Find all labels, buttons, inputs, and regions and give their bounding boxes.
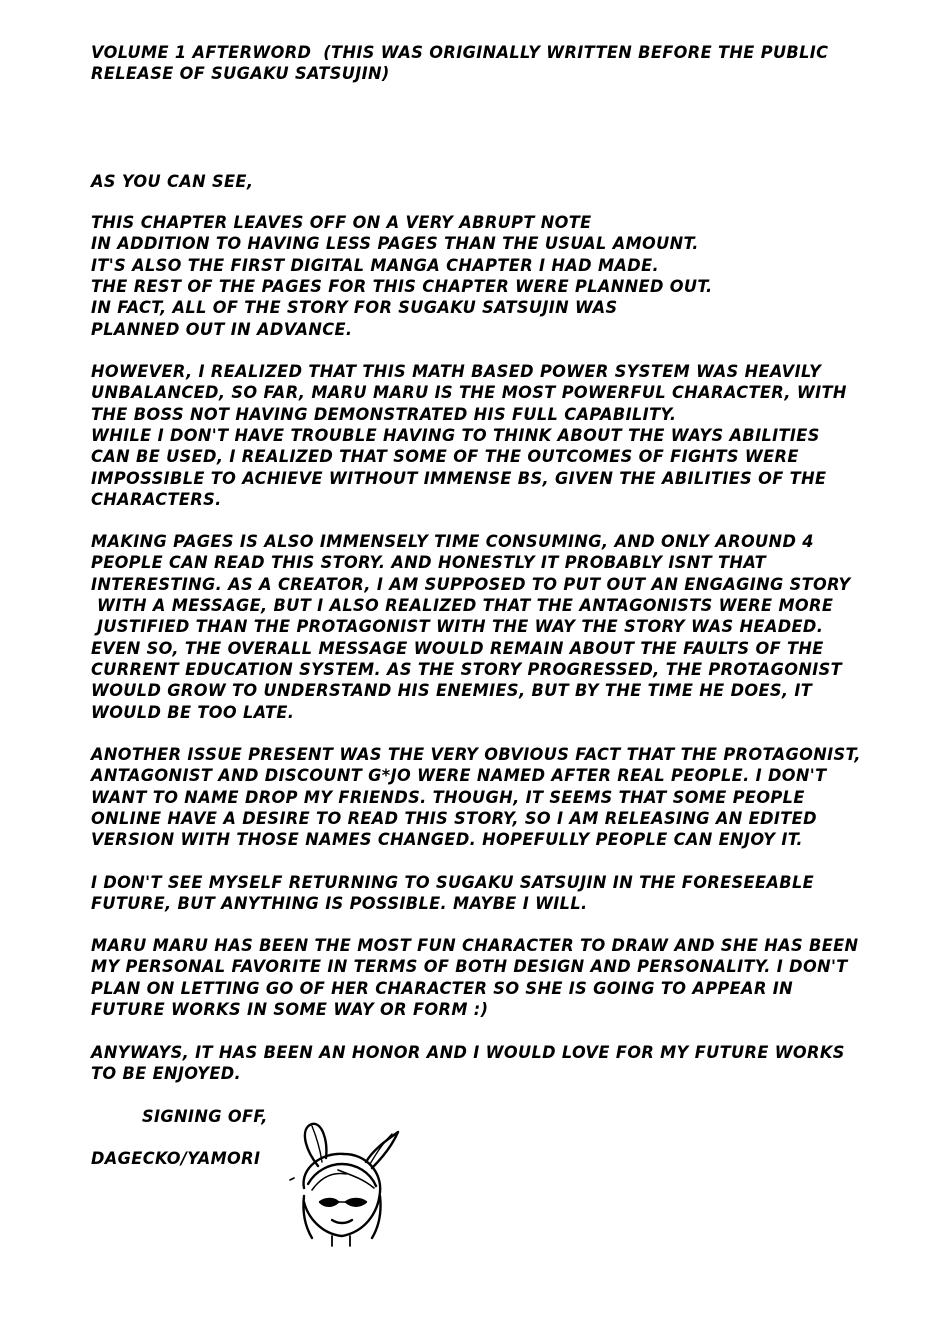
paragraph-3-line: WOULD GROW TO UNDERSTAND HIS ENEMIES, BUT BY THE TIME HE DOES, IT xyxy=(91,681,813,701)
paragraph-1-line: IT'S ALSO THE FIRST DIGITAL MANGA CHAPTER I HAD MADE. xyxy=(91,256,660,276)
paragraph-3-line: EVEN SO, THE OVERALL MESSAGE WOULD REMAIN ABOUT THE FAULTS OF THE xyxy=(91,639,824,659)
paragraph-4-line: ANTAGONIST AND DISCOUNT G*JO WERE NAMED AFTER REAL PEOPLE. I DON'T xyxy=(91,766,827,786)
paragraph-2-line: IMPOSSIBLE TO ACHIEVE WITHOUT IMMENSE BS, GIVEN THE ABILITIES OF THE xyxy=(91,469,827,489)
paragraph-6-line: FUTURE WORKS IN SOME WAY OR FORM :) xyxy=(91,1000,489,1020)
greeting-line: AS YOU CAN SEE, xyxy=(91,172,254,192)
paragraph-2-line: UNBALANCED, SO FAR, MARU MARU IS THE MOST POWERFUL CHARACTER, WITH xyxy=(91,383,847,403)
afterword-title-continued: RELEASE OF SUGAKU SATSUJIN) xyxy=(91,64,390,84)
paragraph-1-line: THE REST OF THE PAGES FOR THIS CHAPTER WERE PLANNED OUT. xyxy=(91,277,713,297)
signoff-line: SIGNING OFF, xyxy=(142,1107,268,1127)
paragraph-3-line: JUSTIFIED THAN THE PROTAGONIST WITH THE WAY THE STORY WAS HEADED. xyxy=(91,617,824,637)
paragraph-2-line: CHARACTERS. xyxy=(91,490,222,510)
paragraph-3-line: WITH A MESSAGE, BUT I ALSO REALIZED THAT THE ANTAGONISTS WERE MORE xyxy=(91,596,834,616)
paragraph-5-line: I DON'T SEE MYSELF RETURNING TO SUGAKU SATSUJIN IN THE FORESEEABLE xyxy=(91,873,815,893)
character-portrait-drawing xyxy=(282,1118,402,1248)
paragraph-3-line: PEOPLE CAN READ THIS STORY. AND HONESTLY IT PROBABLY ISNT THAT xyxy=(91,553,767,573)
paragraph-1-line: IN ADDITION TO HAVING LESS PAGES THAN THE USUAL AMOUNT. xyxy=(91,234,699,254)
paragraph-2-line: CAN BE USED, I REALIZED THAT SOME OF THE OUTCOMES OF FIGHTS WERE xyxy=(91,447,799,467)
paragraph-4-line: WANT TO NAME DROP MY FRIENDS. THOUGH, IT SEEMS THAT SOME PEOPLE xyxy=(91,788,805,808)
paragraph-7-line: ANYWAYS, IT HAS BEEN AN HONOR AND I WOULD LOVE FOR MY FUTURE WORKS xyxy=(91,1043,845,1063)
afterword-title: VOLUME 1 AFTERWORD (THIS WAS ORIGINALLY WRITTEN BEFORE THE PUBLIC xyxy=(91,43,829,63)
author-signature: DAGECKO/YAMORI xyxy=(91,1149,261,1169)
paragraph-3-line: CURRENT EDUCATION SYSTEM. AS THE STORY PROGRESSED, THE PROTAGONIST xyxy=(91,660,843,680)
paragraph-4-line: VERSION WITH THOSE NAMES CHANGED. HOPEFULLY PEOPLE CAN ENJOY IT. xyxy=(91,830,803,850)
paragraph-2-line: THE BOSS NOT HAVING DEMONSTRATED HIS FULL CAPABILITY. xyxy=(91,405,677,425)
paragraph-7-line: TO BE ENJOYED. xyxy=(91,1064,242,1084)
paragraph-3-line: MAKING PAGES IS ALSO IMMENSELY TIME CONSUMING, AND ONLY AROUND 4 xyxy=(91,532,814,552)
paragraph-1-line: THIS CHAPTER LEAVES OFF ON A VERY ABRUPT NOTE xyxy=(91,213,592,233)
paragraph-4-line: ANOTHER ISSUE PRESENT WAS THE VERY OBVIOUS FACT THAT THE PROTAGONIST, xyxy=(91,745,861,765)
paragraph-3-line: WOULD BE TOO LATE. xyxy=(91,703,295,723)
paragraph-6-line: MARU MARU HAS BEEN THE MOST FUN CHARACTER TO DRAW AND SHE HAS BEEN xyxy=(91,936,859,956)
paragraph-1-line: PLANNED OUT IN ADVANCE. xyxy=(91,320,353,340)
paragraph-2-line: HOWEVER, I REALIZED THAT THIS MATH BASED POWER SYSTEM WAS HEAVILY xyxy=(91,362,822,382)
paragraph-4-line: ONLINE HAVE A DESIRE TO READ THIS STORY, SO I AM RELEASING AN EDITED xyxy=(91,809,817,829)
paragraph-2-line: WHILE I DON'T HAVE TROUBLE HAVING TO THINK ABOUT THE WAYS ABILITIES xyxy=(91,426,820,446)
paragraph-1-line: IN FACT, ALL OF THE STORY FOR SUGAKU SATSUJIN WAS xyxy=(91,298,618,318)
paragraph-6-line: PLAN ON LETTING GO OF HER CHARACTER SO SHE IS GOING TO APPEAR IN xyxy=(91,979,794,999)
paragraph-3-line: INTERESTING. AS A CREATOR, I AM SUPPOSED TO PUT OUT AN ENGAGING STORY xyxy=(91,575,851,595)
paragraph-6-line: MY PERSONAL FAVORITE IN TERMS OF BOTH DESIGN AND PERSONALITY. I DON'T xyxy=(91,957,848,977)
paragraph-5-line: FUTURE, BUT ANYTHING IS POSSIBLE. MAYBE I WILL. xyxy=(91,894,588,914)
